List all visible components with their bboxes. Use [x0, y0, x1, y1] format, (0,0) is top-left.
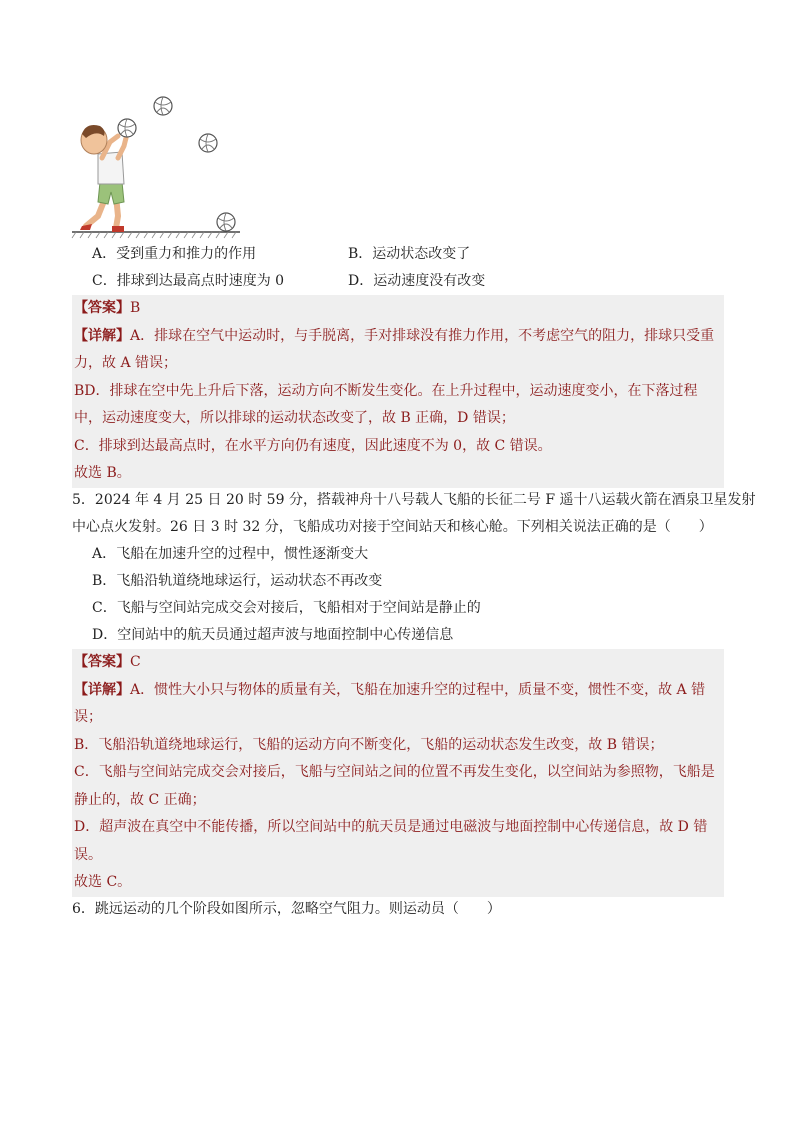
q4-detail-line: BD．排球在空中先上升后下落，运动方向不断发生变化。在上升过程中，运动速度变小，在下落过程	[74, 382, 698, 399]
q5-option-b: B．飞船沿轨道绕地球运行，运动状态不再改变	[92, 573, 383, 589]
answer-label: 【答案】	[74, 654, 130, 670]
q5-detail-line: 误。	[74, 846, 102, 863]
q5-answer-block	[72, 649, 724, 897]
q5-option-a: A．飞船在加速升空的过程中，惯性逐渐变大	[92, 546, 369, 562]
q5-answer-line	[72, 649, 724, 677]
q5-option-c: C．飞船与空间站完成交会对接后，飞船相对于空间站是静止的	[92, 600, 481, 616]
answer-label: 【答案】	[74, 300, 130, 316]
detail-label: 【详解】	[74, 681, 130, 698]
q5-option-d: D．空间站中的航天员通过超声波与地面控制中心传递信息	[92, 627, 454, 643]
q4-detail-line: 【详解】A．排球在空气中运动时，与手脱离，手对排球没有推力作用，不考虑空气的阻力，排球只受重	[74, 327, 715, 344]
q5-detail-line: B．飞船沿轨道绕地球运行，飞船的运动方向不断变化，飞船的运动状态发生改变，故 B 错误；	[74, 736, 664, 753]
q4-option-d: D．运动速度没有改变	[348, 273, 486, 289]
volleyball-icon	[154, 97, 172, 115]
detail-label: 【详解】	[74, 327, 130, 344]
q5-detail-line: 【详解】A．惯性大小只与物体的质量有关，飞船在加速升空的过程中，质量不变，惯性不变，故 A 错	[74, 681, 706, 698]
volleyball-icon	[199, 134, 217, 152]
q5-detail-line: 静止的，故 C 正确；	[74, 791, 206, 808]
q4-option-a: A．受到重力和推力的作用	[92, 246, 257, 262]
q4-detail-line: 故选 B。	[74, 465, 131, 481]
q4-detail-line: 中，运动速度变大，所以排球的运动状态改变了，故 B 正确，D 错误；	[74, 410, 515, 426]
answer-value: C	[130, 654, 141, 670]
player-figure	[80, 125, 126, 232]
q4-option-c: C．排球到达最高点时速度为 0	[92, 273, 285, 289]
volleyball-icon	[217, 213, 235, 231]
q4-option-b: B．运动状态改变了	[348, 246, 471, 262]
q4-detail-line: C．排球到达最高点时，在水平方向仍有速度，因此速度不为 0，故 C 错误。	[74, 437, 552, 454]
q5-stem-line: 5．2024 年 4 月 25 日 20 时 59 分，搭载神舟十八号载人飞船的长征二号 F 遥十八运载火箭在酒泉卫星发射	[72, 492, 756, 508]
answer-value: B	[130, 300, 141, 316]
q4-answer-line	[72, 295, 724, 323]
volleyball-icon	[118, 119, 136, 137]
q5-detail-line: D．超声波在真空中不能传播，所以空间站中的航天员是通过电磁波与地面控制中心传递信息，故 D 错	[74, 819, 708, 835]
q4-detail-line: 力，故 A 错误；	[74, 355, 178, 371]
q4-answer-block	[72, 295, 724, 488]
q5-detail-line: 故选 C。	[74, 874, 132, 890]
q5-detail-line: C．飞船与空间站完成交会对接后，飞船与空间站之间的位置不再发生变化，以空间站为参照物，飞船是	[74, 764, 715, 780]
volleyball-player-illustration	[68, 92, 248, 240]
q5-detail-line: 误；	[74, 709, 102, 725]
q6-stem: 6．跳远运动的几个阶段如图所示，忽略空气阻力。则运动员（ ）	[72, 901, 501, 917]
q5-stem-line: 中心点火发射。26 日 3 时 32 分，飞船成功对接于空间站天和核心舱。下列相关说法正确的是（ ）	[72, 519, 713, 535]
